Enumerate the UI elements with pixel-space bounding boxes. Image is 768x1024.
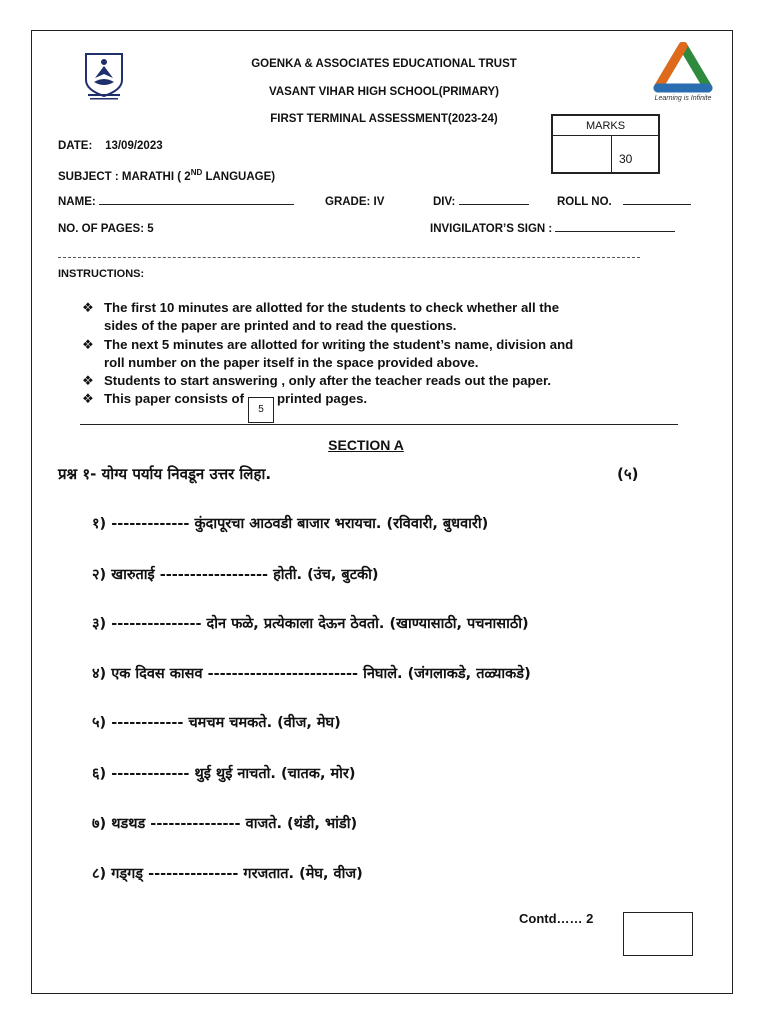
svg-text:Learning is Infinite: Learning is Infinite — [654, 95, 712, 102]
instruction-item: ❖ The first 10 minutes are allotted for the students to check whether all the sides of the paper are printed and to read the questions. — [82, 300, 560, 333]
instruction-item: ❖ The next 5 minutes are allotted for writing the student’s name, division and roll number on the paper itself in the space provided above. — [82, 337, 574, 370]
marks-box — [551, 114, 660, 174]
invigilator-field[interactable]: INVIGILATOR’S SIGN : — [430, 223, 675, 235]
instruction-item: ❖ Students to start answering , only after the teacher reads out the paper. — [82, 373, 552, 388]
instruction-item: ❖ This paper consists of5printed pages. — [82, 390, 367, 423]
question-item: ६) ------------- थुई थुई नाचतो. (चातक, मोर) — [92, 766, 356, 782]
bullet-icon: ❖ — [82, 337, 94, 352]
bullet-icon: ❖ — [82, 391, 94, 406]
question-title: प्रश्न १- योग्य पर्याय निवडून उत्तर लिहा. — [58, 465, 272, 483]
section-title: SECTION A — [328, 437, 404, 453]
question-item: १) ------------- कुंदापूरचा आठवडी बाजार भरायचा. (रविवारी, बुधवारी) — [92, 516, 489, 532]
date-label: DATE: — [58, 140, 93, 152]
question-marks: (५) — [617, 465, 639, 483]
div-field[interactable]: DIV: — [433, 196, 529, 208]
page-count-box: 5 — [248, 397, 274, 423]
pages-label: NO. OF PAGES: 5 — [58, 223, 154, 235]
question-item: ८) गड्गड् --------------- गरजतात. (मेघ, वीज) — [92, 866, 363, 882]
marks-label: MARKS — [585, 120, 626, 132]
contd-marks-box — [623, 912, 693, 956]
section-divider — [80, 424, 678, 425]
roll-field[interactable]: ROLL NO. — [557, 196, 691, 208]
grade-label: GRADE: IV — [325, 196, 385, 208]
subject-field: SUBJECT : MARATHI ( 2ND LANGUAGE) — [58, 168, 276, 183]
dashed-divider — [58, 257, 640, 258]
trust-name: GOENKA & ASSOCIATES EDUCATIONAL TRUST — [251, 58, 517, 70]
date-value: 13/09/2023 — [105, 140, 163, 152]
name-blank[interactable] — [99, 203, 294, 205]
school-name: VASANT VIHAR HIGH SCHOOL(PRIMARY) — [269, 86, 499, 98]
assessment-title: FIRST TERMINAL ASSESSMENT(2023-24) — [270, 113, 498, 125]
question-item: २) खारुताई ------------------ होती. (उंच, बुटकी) — [92, 567, 379, 583]
bullet-icon: ❖ — [82, 373, 94, 388]
question-item: ३) --------------- दोन फळे, प्रत्येकाला देऊन ठेवतो. (खाण्यासाठी, पचनासाठी) — [92, 616, 529, 632]
date-field — [58, 140, 163, 152]
name-field[interactable]: NAME: — [58, 196, 294, 208]
instructions-title: INSTRUCTIONS: — [58, 268, 145, 280]
bullet-icon: ❖ — [82, 300, 94, 315]
contd-label: Contd…… 2 — [519, 911, 594, 926]
invigilator-blank[interactable] — [555, 230, 675, 232]
question-item: ४) एक दिवस कासव ------------------------- निघाले. (जंगलाकडे, तळ्याकडे) — [92, 666, 531, 682]
marks-value: 30 — [619, 152, 633, 166]
question-item: ७) थडथड --------------- वाजते. (थंडी, भांडी) — [92, 816, 358, 832]
question-item: ५) ------------ चमचम चमकते. (वीज, मेघ) — [92, 715, 341, 731]
div-blank[interactable] — [459, 203, 529, 205]
roll-blank[interactable] — [623, 203, 691, 205]
